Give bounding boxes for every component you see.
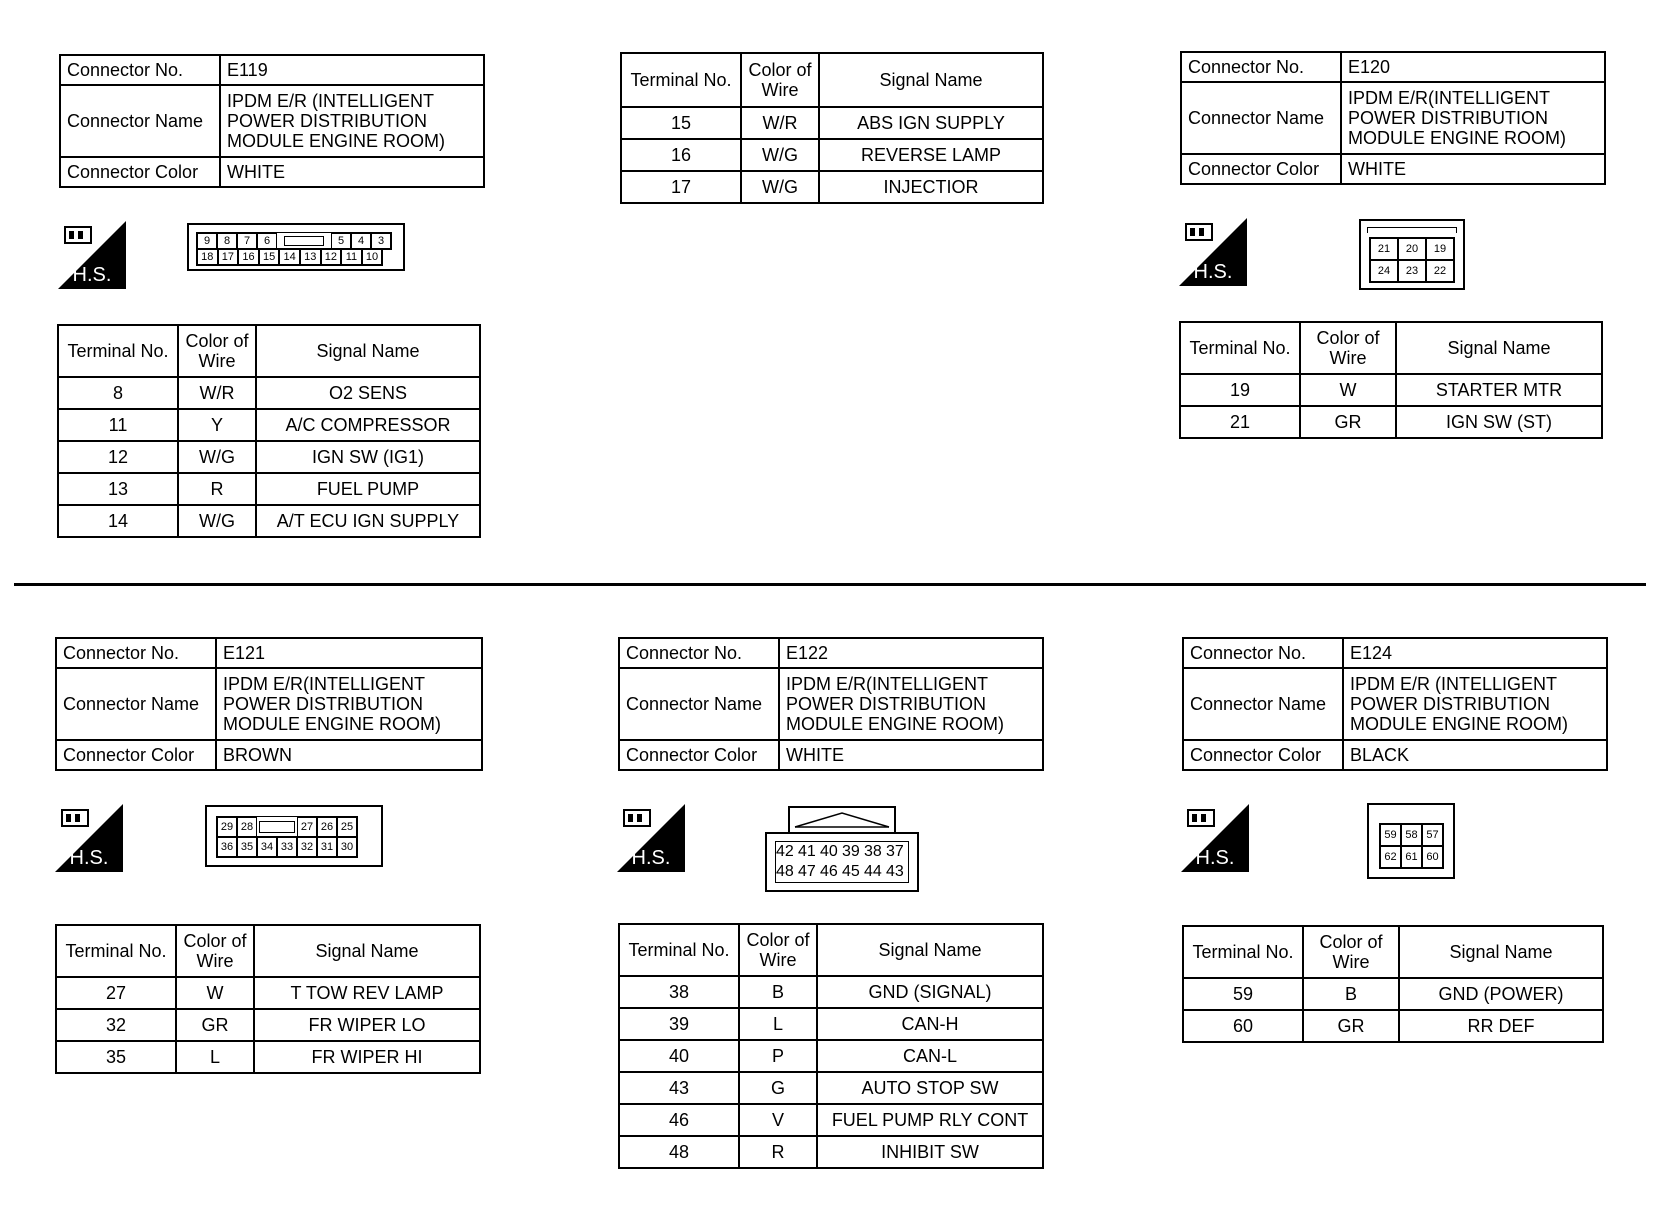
pin-8: 8 [217,233,237,249]
connector-no-value: E121 [216,638,482,668]
label-connector-name: Connector Name [619,668,779,740]
connector-color-value: BLACK [1343,740,1607,770]
table-row: 13 R FUEL PUMP [58,473,480,505]
connector-name-value: IPDM E/R(INTELLIGENT POWER DISTRIBUTION MODULE ENGINE ROOM) [779,668,1043,740]
label-connector-color: Connector Color [1181,154,1341,184]
connector-face-e121: 29 28 27 26 25 36 35 34 33 32 31 30 [205,805,383,867]
terminal-table-e121: Terminal No. Color of Wire Signal Name 27 W T TOW REV LAMP 32 GR FR WIPER LO 35 L FR WIPER HI [55,924,481,1074]
table-row: 14 W/G A/T ECU IGN SUPPLY [58,505,480,537]
svg-text:H.S.: H.S. [69,847,109,869]
connector-color-value: WHITE [1341,154,1605,184]
table-row: 60 GR RR DEF [1183,1010,1603,1042]
connector-no-value: E119 [220,55,484,85]
terminal-table-e119: Terminal No. Color of Wire Signal Name 8 W/R O2 SENS 11 Y A/C COMPRESSOR 12 W/G IGN SW (IG1) 13 R FUEL PUMP 14 W/G A/T ECU IGN SUPPLY [57,324,481,538]
table-row: 27 W T TOW REV LAMP [56,977,480,1009]
latch [277,233,331,249]
terminal-table-e120: Terminal No. Color of Wire Signal Name 19 W STARTER MTR 21 GR IGN SW (ST) [1179,321,1603,439]
table-row: 40 P CAN-L [619,1040,1043,1072]
pin-4: 4 [351,233,371,249]
pin-5: 5 [331,233,351,249]
connector-no-value: E120 [1341,52,1605,82]
table-row: 17 W/G INJECTIOR [621,171,1043,203]
connector-color-value: WHITE [220,157,484,187]
label-connector-no: Connector No. [60,55,220,85]
label-connector-color: Connector Color [1183,740,1343,770]
connector-color-value: WHITE [779,740,1043,770]
table-row: 15 W/R ABS IGN SUPPLY [621,107,1043,139]
connector-name-value: IPDM E/R (INTELLIGENT POWER DISTRIBUTION MODULE ENGINE ROOM) [1343,668,1607,740]
label-connector-name: Connector Name [1183,668,1343,740]
table-row: 35 L FR WIPER HI [56,1041,480,1073]
table-row: 46 V FUEL PUMP RLY CONT [619,1104,1043,1136]
harness-side-icon [58,221,126,289]
pin-7: 7 [237,233,257,249]
table-row: 43 G AUTO STOP SW [619,1072,1043,1104]
connector-info-e124 [1182,637,1608,771]
pin-6: 6 [257,233,277,249]
table-row: 21 GR IGN SW (ST) [1180,406,1602,438]
label-connector-color: Connector Color [56,740,216,770]
table-row: 19 W STARTER MTR [1180,374,1602,406]
table-row: 59 B GND (POWER) [1183,978,1603,1010]
terminal-table-e122: Terminal No. Color of Wire Signal Name 38 B GND (SIGNAL) 39 L CAN-H 40 P CAN-L 43 G AUTO STOP SW 46 V FUEL PUMP RLY CONT 48 R INHIBIT SW [618,923,1044,1169]
label-connector-no: Connector No. [1183,638,1343,668]
label-connector-color: Connector Color [60,157,220,187]
table-row: 38 B GND (SIGNAL) [619,976,1043,1008]
connector-color-value: BROWN [216,740,482,770]
label-connector-name: Connector Name [56,668,216,740]
connector-face-e120: 21 20 19 24 23 22 [1359,219,1465,290]
label-connector-name: Connector Name [60,85,220,157]
connector-face-e124: 59 58 57 62 61 60 [1367,803,1455,879]
connector-name-value: IPDM E/R (INTELLIGENT POWER DISTRIBUTION MODULE ENGINE ROOM) [220,85,484,157]
label-connector-color: Connector Color [619,740,779,770]
label-connector-name: Connector Name [1181,82,1341,154]
harness-side-icon [1181,804,1249,872]
table-row: 39 L CAN-H [619,1008,1043,1040]
connector-name-value: IPDM E/R(INTELLIGENT POWER DISTRIBUTION MODULE ENGINE ROOM) [1341,82,1605,154]
table-row: 16 W/G REVERSE LAMP [621,139,1043,171]
connector-name-value: IPDM E/R(INTELLIGENT POWER DISTRIBUTION MODULE ENGINE ROOM) [216,668,482,740]
table-row: 32 GR FR WIPER LO [56,1009,480,1041]
harness-side-icon [55,804,123,872]
connector-info-e122 [618,637,1044,771]
harness-side-icon [617,804,685,872]
terminal-table-e119-continued: Terminal No. Color of Wire Signal Name 15 W/R ABS IGN SUPPLY 16 W/G REVERSE LAMP 17 W/G INJECTIOR [620,52,1044,204]
svg-text:H.S.: H.S. [631,847,671,869]
pin-9: 9 [197,233,217,249]
table-row: 8 W/R O2 SENS [58,377,480,409]
connector-no-value: E124 [1343,638,1607,668]
section-divider [14,583,1646,586]
pin-3: 3 [371,233,391,249]
label-connector-no: Connector No. [56,638,216,668]
table-row: 48 R INHIBIT SW [619,1136,1043,1168]
connector-info-e120 [1180,51,1606,185]
label-connector-no: Connector No. [1181,52,1341,82]
connector-info-e119 [59,54,485,188]
harness-side-icon [1179,218,1247,286]
svg-text:H.S.: H.S. [1193,261,1233,283]
table-row: 12 W/G IGN SW (IG1) [58,441,480,473]
connector-no-value: E122 [779,638,1043,668]
connector-face-e122: 42 41 40 39 38 37 48 47 46 45 44 43 [765,805,919,893]
svg-text:H.S.: H.S. [72,264,112,286]
table-row: 11 Y A/C COMPRESSOR [58,409,480,441]
connector-info-e121 [55,637,483,771]
label-connector-no: Connector No. [619,638,779,668]
connector-face-e119: 9 8 7 6 5 4 3 18 17 16 15 14 13 12 11 10 [187,223,405,271]
terminal-table-e124: Terminal No. Color of Wire Signal Name 59 B GND (POWER) 60 GR RR DEF [1182,925,1604,1043]
svg-text:H.S.: H.S. [1195,847,1235,869]
